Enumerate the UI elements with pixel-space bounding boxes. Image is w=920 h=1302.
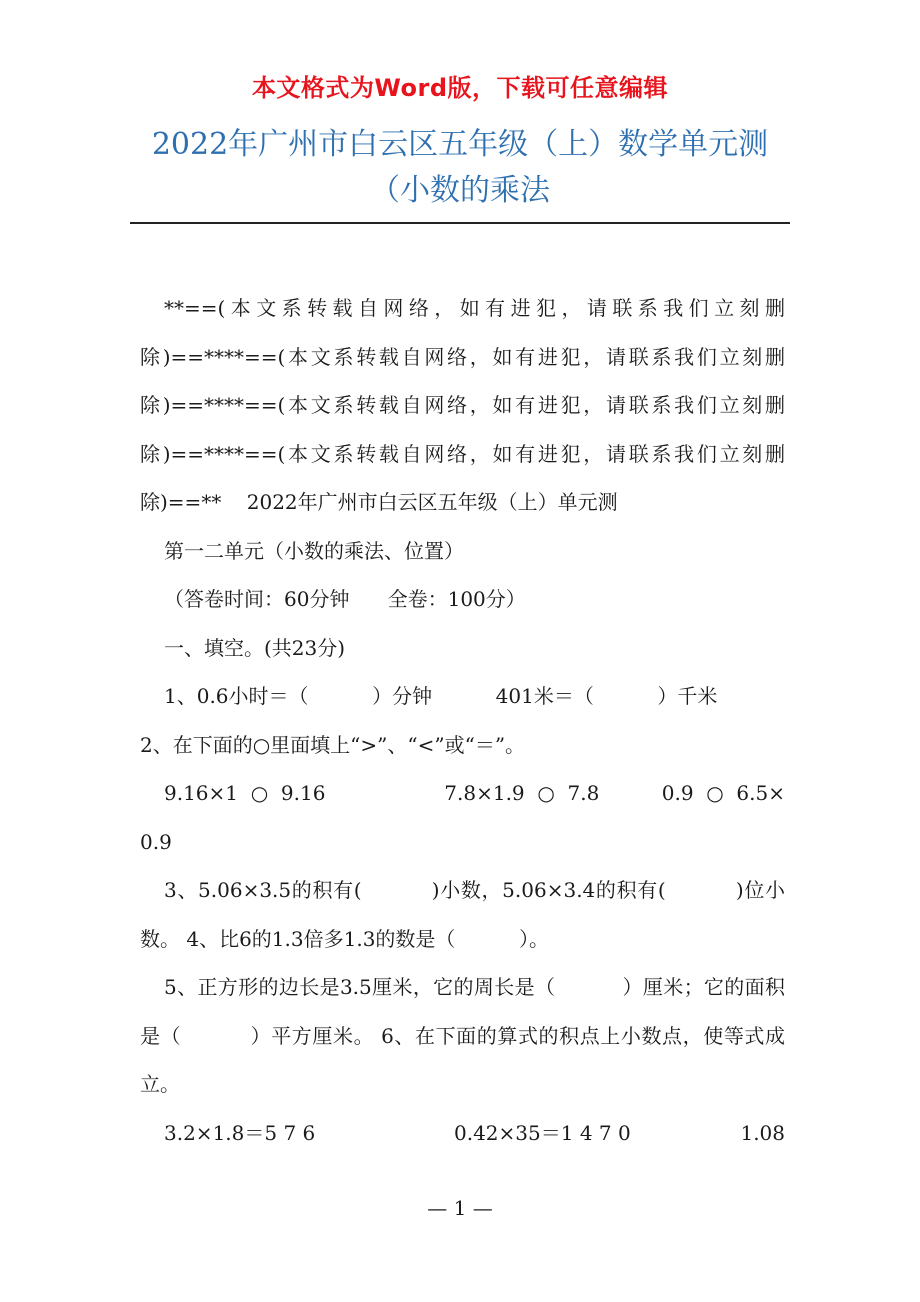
page-number: — 1 — — [427, 1196, 493, 1220]
q2-item-a: 9.16×1 ○ 9.16 — [164, 781, 326, 805]
question-6-items — [140, 1109, 785, 1158]
document-title: 2022年广州市白云区五年级（上）数学单元测（小数的乘法 — [151, 127, 769, 208]
intro-paragraph: **==(本文系转载自网络，如有进犯，请联系我们立刻删除)==****==(本文系转载自网络，如有进犯，请联系我们立刻删除)==****==(本文系转载自网络，如有进犯，请联系我们立刻删除)==****==(本文系转载自网络，如有进犯，请联系我们立刻删除)==** 2022年广州市白云区五年级（上）单元测 — [140, 296, 785, 514]
q2-item-c: 0.9 ○ 6.5× — [661, 781, 785, 805]
question-2-items — [140, 769, 785, 818]
q6-item-c: 1.08 — [740, 1120, 785, 1145]
q6-item-b: 0.42×35＝1 4 7 0 — [454, 1120, 631, 1145]
question-1: 1、0.6小时＝（ ）分钟 401米＝（ ）千米 — [164, 684, 718, 708]
unit-heading: 第一二单元（小数的乘法、位置） — [164, 538, 464, 563]
download-banner: 本文格式为Word版，下载可任意编辑 — [251, 74, 669, 102]
exam-time-line: （答卷时间：60分钟 全卷：100分） — [164, 587, 526, 611]
question-2: 2、在下面的○里面填上“>”、“<”或“＝”。 — [140, 732, 526, 757]
q6-item-a: 3.2×1.8＝5 7 6 — [164, 1120, 316, 1145]
section-heading-fill-blank: 一、填空。(共23分) — [164, 635, 346, 660]
q2-item-b: 7.8×1.9 ○ 7.8 — [444, 781, 600, 805]
title-divider — [130, 222, 790, 224]
document-body — [140, 284, 785, 1157]
question-3-4: 3、5.06×3.5的积有( )小数，5.06×3.4的积有( )位小数。 4、比6的1.3倍多1.3的数是（ ）。 — [140, 878, 785, 951]
q2-item-c-continued: 0.9 — [140, 829, 172, 854]
question-5-6: 5、正方形的边长是3.5厘米，它的周长是（ ）厘米；它的面积是（ ）平方厘米。 6、在下面的算式的积点上小数点，使等式成立。 — [140, 975, 785, 1096]
